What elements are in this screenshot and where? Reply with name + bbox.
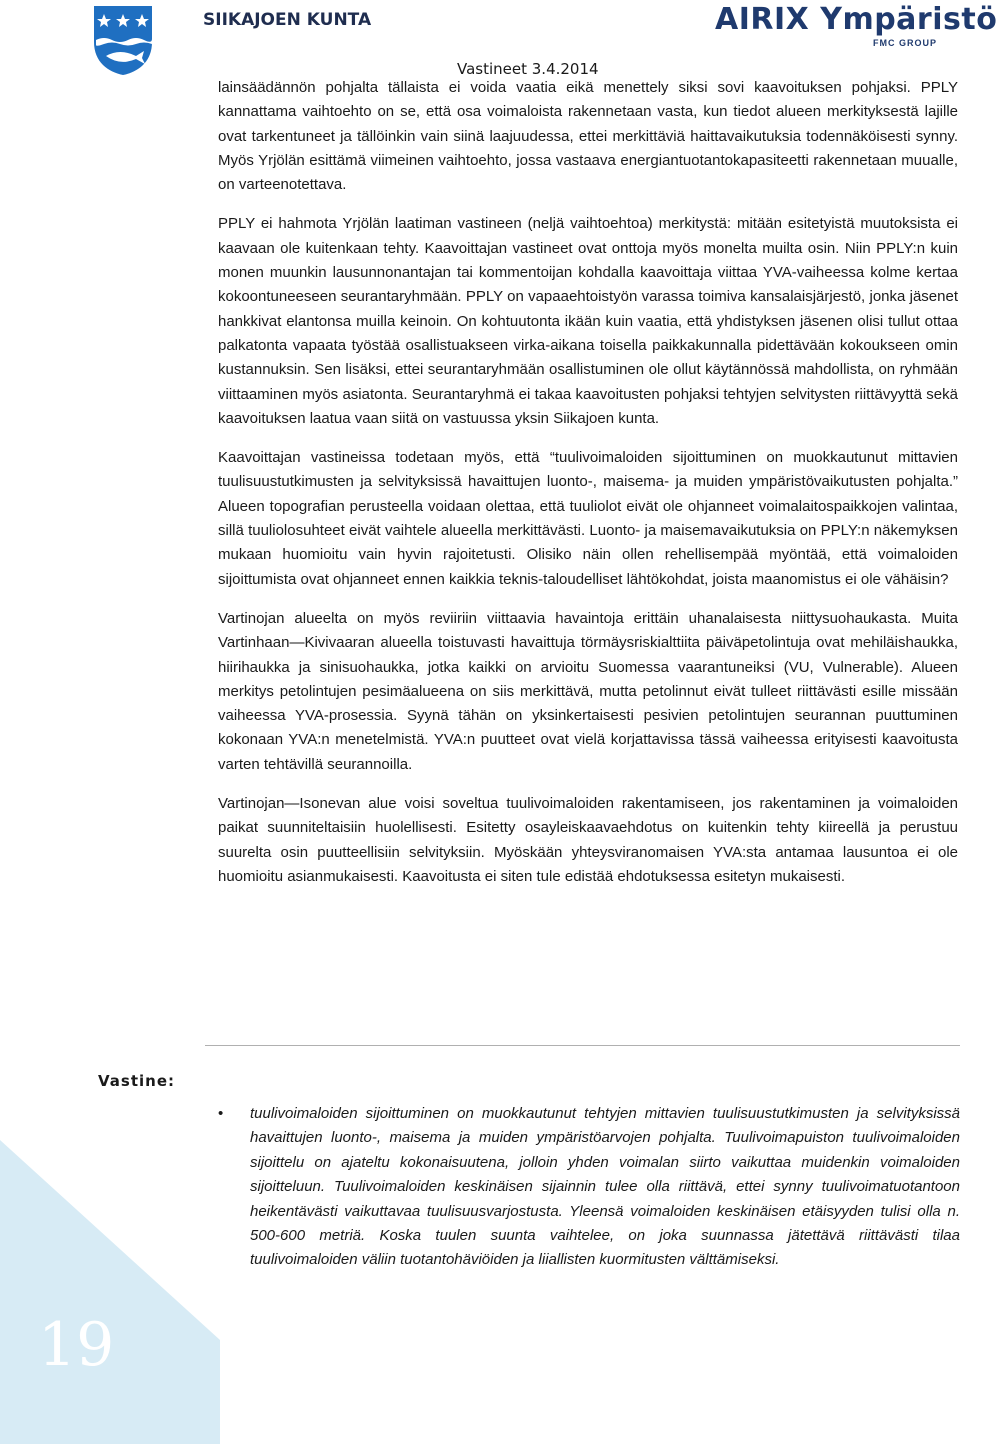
vastine-list bbox=[218, 1102, 960, 1273]
paragraph: lainsäädännön pohjalta tällaista ei voida vaatia eikä menettely siksi sovi kaavoituksen pohjaksi. PPLY kannattama vaihtoehto on se, että osa voimaloista rakennetaan vasta, kun tiedot alueen merkityksestä lajille ovat tarkentuneet ja tällöinkin vain siinä laajuudessa, ettei merkittäviä haittavaikutuksia todennäköisesti synny. Myös Yrjölän esittämä viimeinen vaihtoehto, jossa vastaava energiantuotantokapasiteetti rakennetaan muualle, on varteenotettava. bbox=[218, 79, 958, 194]
vastine-label: Vastine: bbox=[98, 1072, 176, 1090]
list-item bbox=[218, 1102, 960, 1273]
paragraph: Vartinojan alueelta on myös reviiriin viittaavia havaintoja erittäin uhanalaisesta niittysuohaukasta. Muita Vartinhaan—Kivivaaran alueella toistuvasti havaittuja törmäysriskialttiita päiväpetolintuja ovat mehiläishaukka, hiirihaukka ja sinisuohaukka, jotka kaikki on arvioitu Suomessa vaarantuneiksi (VU, Vulnerable). Alueen merkitys petolintujen pesimäalueena on siis merkittävä, mutta petolinnut eivät tulleet riittävästi esille missään vaiheessa YVA-prosessia. Syynä tähän on yksinkertaisesti pesivien petolintujen seurannan puuttuminen kokonaan YVA:n menetelmistä. YVA:n puutteet ovat vielä korjattavissa tässä vaiheessa erityisesti kaavoitusta varten tehtävillä seurannoilla. bbox=[218, 609, 958, 773]
decorative-corner-shape bbox=[0, 1140, 220, 1444]
document-date: Vastineet 3.4.2014 bbox=[457, 60, 599, 78]
organization-name: SIIKAJOEN KUNTA bbox=[203, 10, 372, 30]
paragraph: PPLY ei hahmota Yrjölän laatiman vastineen (neljä vaihtoehtoa) merkitystä: mitään esitetyistä muutoksista ei kaavaan ole kuitenkaan tehty. Kaavoittajan vastineet ovat onttoja myös monelta muilta osin. Niin PPLY:n kuin monen muunkin lausunnonantajan tai kommentoijan kohdalla kaavoittaja viittaa YVA-vaiheessa kolme kertaa kokoontuneeseen seurantaryhmään. PPLY on vapaaehtoistyön varassa toimiva kansalaisjärjestö, jonka jäsenet hankkivat elantonsa muilla keinoin. On kohtuutonta ikään kuin vaatia, että yhdistyksen jäsenen olisi tullut ottaa palkatonta vapaata työstää osallistuakseen virka-aikana toisella paikkakunnalla pidettävään kokoukseen omin kustannuksin. Sen lisäksi, ettei seurantaryhmään osallistuminen ole ollut käytännössä mahdollista, on ryhmään viittaaminen myös asiatonta. Seurantaryhmä ei takaa kaavoitusten pohjaksi tehtyjen selvitysten riittävyyttä sekä kaavoituksen laatua vaan siitä on vastuussa yksin Siikajoen kunta. bbox=[218, 215, 958, 427]
page-number: 19 bbox=[38, 1310, 115, 1380]
bullet-icon: • bbox=[218, 1105, 224, 1122]
brand-logo bbox=[715, 2, 997, 48]
paragraph: Kaavoittajan vastineissa todetaan myös, että “tuulivoimaloiden sijoittuminen on muokkautunut mittavien tuulisuustutkimusten ja selvityksissä havaittujen luonto-, maisema- ja muiden ympäristövaikutusten pohjalta.” Alueen topografian perusteella voidaan olettaa, että tuuliolot eivät ole ohjanneet voimalaitospaikkojen valintaa, sillä tuuliolosuhteet eivät vaihtele alueella merkittävästi. Luonto- ja maisemavaikutuksia on PPLY:n näkemyksen mukaan huomioitu vain hyvin rajoitetusti. Olisiko näin ollen rehellisempää myöntää, että voimaloiden sijoittumista ovat ohjanneet ennen kaikkia teknis-taloudelliset lähtökohdat, joista maanomistus ei ole vähäisin? bbox=[218, 449, 958, 588]
vastine-text: tuulivoimaloiden sijoittuminen on muokkautunut tehtyjen mittavien tuulisuustutkimusten ja selvityksissä havaittujen luonto-, maisema ja muiden ympäristöarvojen pohjalta. Tuulivoimapuiston tuulivoimaloiden sijoittelu on ajateltu kokonaisuutena, jolloin yhden voimalan siirto vaikuttaa muidenkin voimaloiden sijoitteluun. Tuulivoimaloiden keskinäisen sijainnin tulee olla riittävä, ettei synny tuulivoimatuotantoon heikentävästi vaikuttavaa tuulisuusvarjostusta. Yleensä voimaloiden keskinäisen etäisyyden tulisi olla n. 500-600 metriä. Koska tuulen suunta vaihtelee, on joka suunnassa jätettävä riittävästi tilaa tuulivoimaloiden väliin tuotantohäviöiden ja liiallisten kuormitusten välttämiseksi. bbox=[250, 1105, 960, 1269]
body-text bbox=[218, 76, 958, 904]
brand-name: AIRIX Ympäristö bbox=[715, 2, 997, 37]
municipal-coat-of-arms-icon bbox=[92, 4, 154, 76]
brand-subtitle: FMC GROUP bbox=[873, 38, 937, 48]
section-divider bbox=[205, 1045, 960, 1046]
paragraph: Vartinojan—Isonevan alue voisi soveltua tuulivoimaloiden rakentamiseen, jos rakentaminen ja voimaloiden paikat suunniteltaisiin huolellisesti. Esitetty osayleiskaavaehdotus on kuitenkin tehty kiireellä ja perustuu suurelta osin puutteellisiin selvityksiin. Myöskään yhteysviranomaisen YVA:sta antamaa lausuntoa ei ole huomioitu asianmukaisesti. Kaavoitusta ei siten tule edistää ehdotuksessa esitetyn mukaisesti. bbox=[218, 795, 958, 885]
